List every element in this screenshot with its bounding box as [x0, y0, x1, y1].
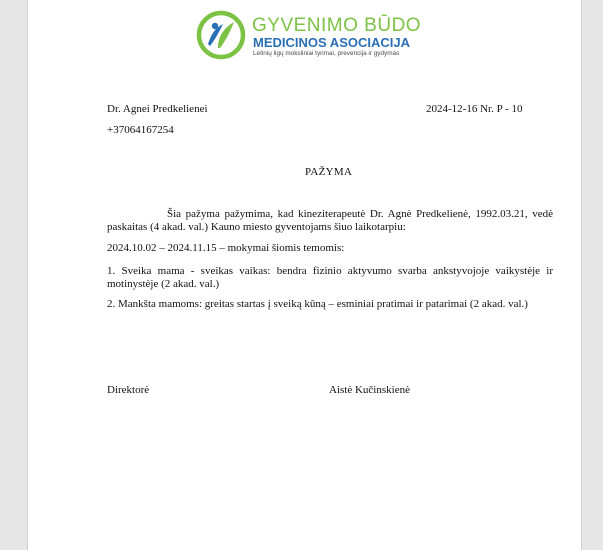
signatory-name: Aistė Kučinskienė	[329, 384, 410, 396]
document-page	[27, 0, 582, 550]
topic-item-1: 1. Sveika mama - sveikas vaikas: bendra fizinio aktyvumo svarba ankstyvojoje vaikystėje ir motinystėje (2 akad. val.)	[107, 265, 553, 290]
logo-subtitle: MEDICINOS ASOCIACIJA	[253, 35, 410, 50]
date-reference: 2024-12-16 Nr. P - 10	[426, 103, 523, 115]
intro-paragraph: Šia pažyma pažymima, kad kineziterapeutė Dr. Agnė Predkelienė, 1992.03.21, vedė paskaitas (4 akad. val.) Kauno miesto gyventojams šiuo laikotarpiu:	[107, 208, 553, 233]
topic-item-2: 2. Mankšta mamoms: greitas startas į sveiką kūną – esminiai pratimai ir patarimai (2 akad. val.)	[107, 298, 528, 310]
logo-emblem-icon	[196, 10, 246, 60]
period-line: 2024.10.02 – 2024.11.15 – mokymai šiomis temomis:	[107, 242, 345, 254]
signatory-role: Direktorė	[107, 384, 150, 396]
association-logo	[196, 10, 422, 62]
logo-title: GYVENIMO BŪDO	[252, 15, 422, 36]
recipient-phone: +37064167254	[107, 124, 174, 136]
document-title: PAŽYMA	[305, 166, 353, 178]
logo-tagline: Lėtinių ligų moksliniai tyrimai, prevencija ir gydymas	[253, 50, 400, 57]
recipient-name: Dr. Agnei Predkelienei	[107, 103, 208, 115]
